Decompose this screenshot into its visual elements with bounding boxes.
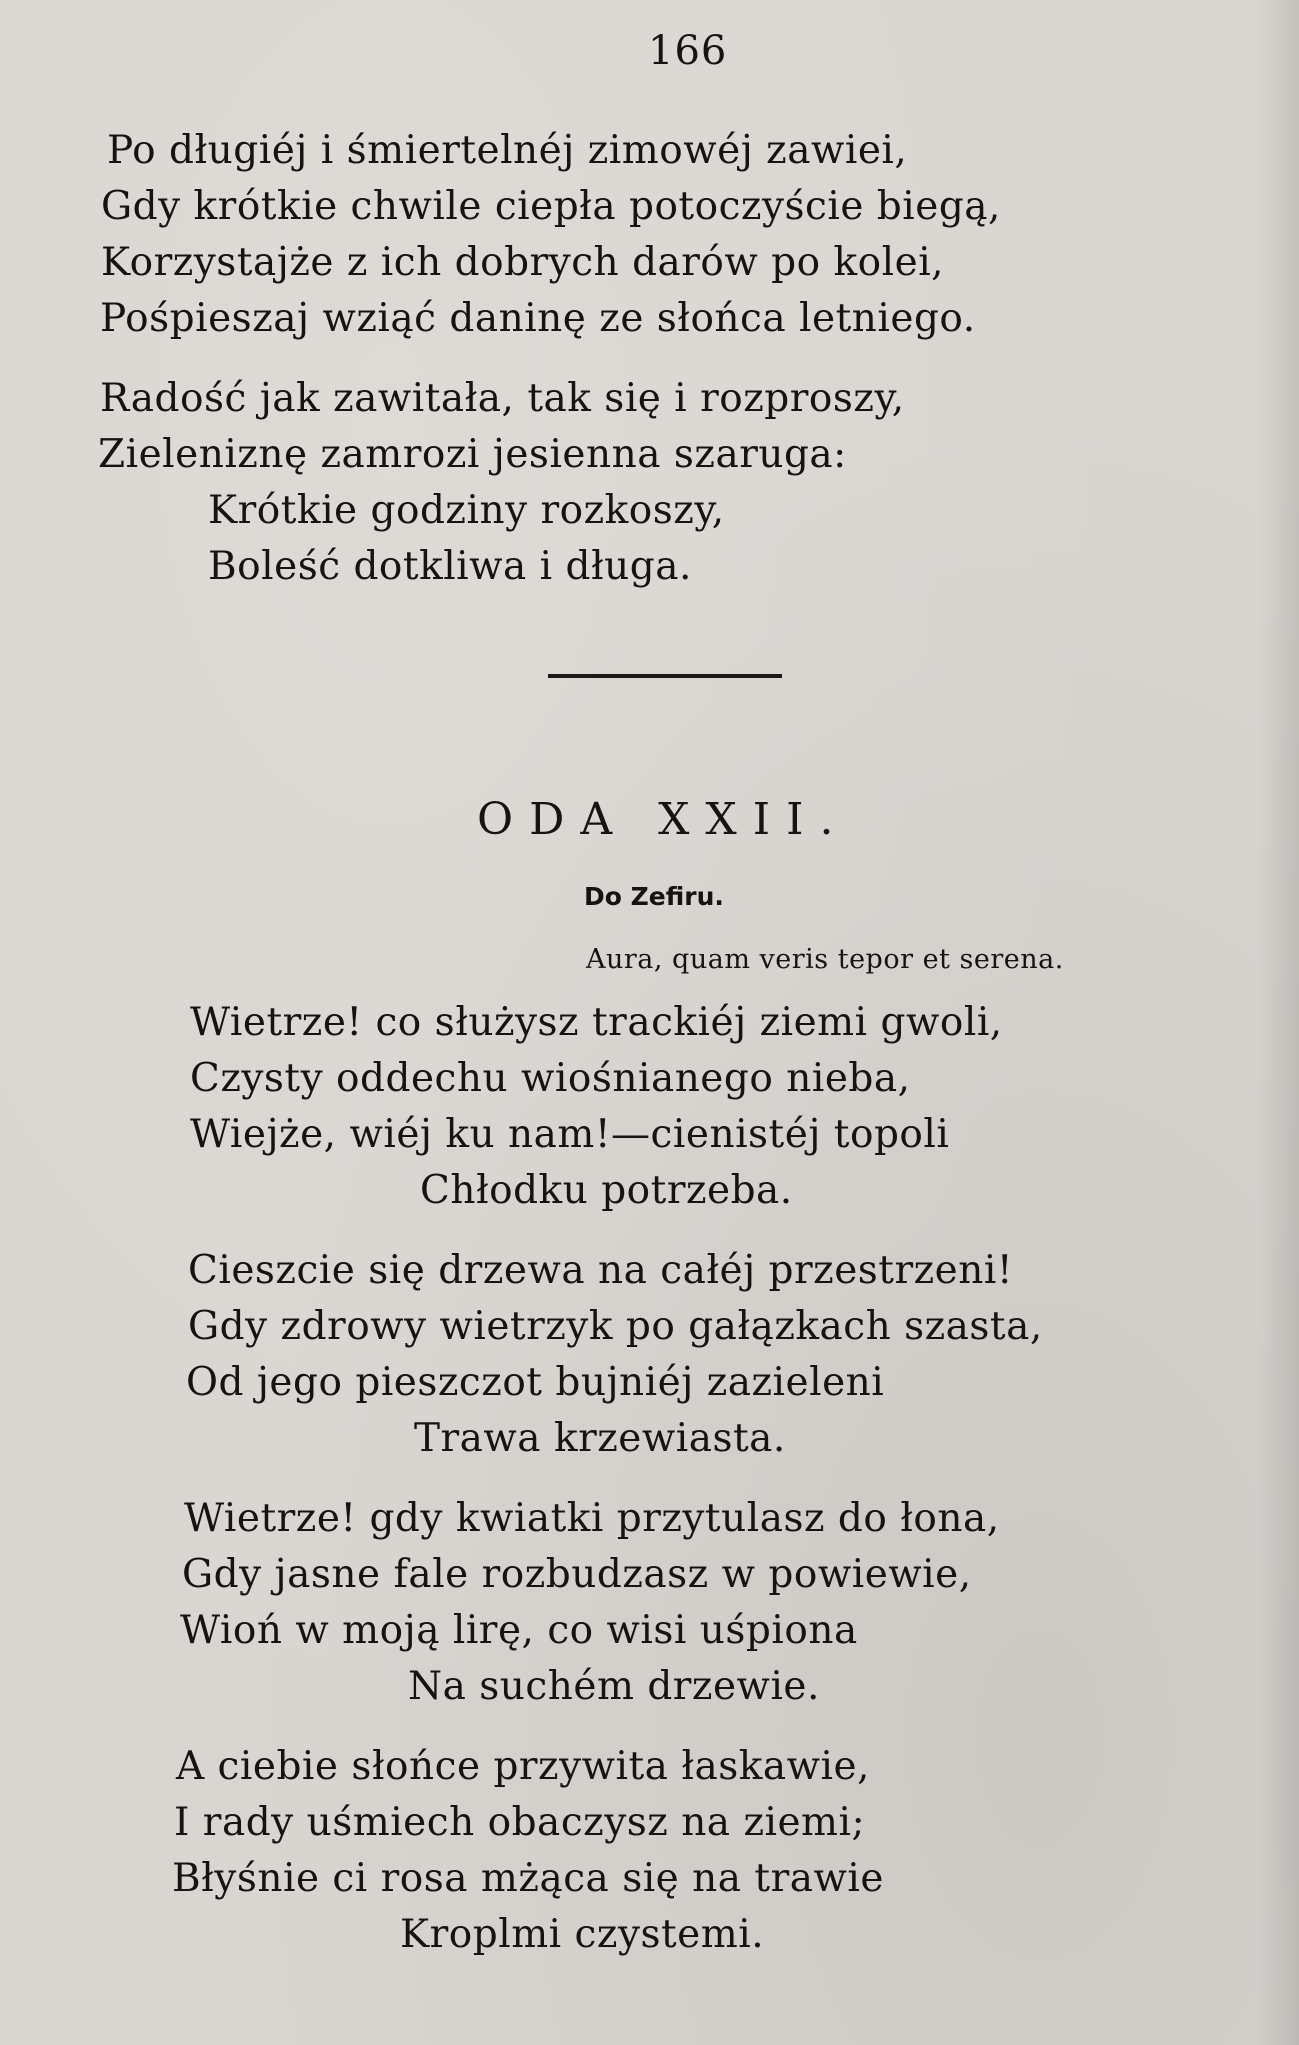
verse-line: Chłodku potrzeba. [420,1168,793,1213]
verse-line: Cieszcie się drzewa na całéj przestrzeni! [188,1248,1014,1293]
verse-line: Wietrze! co służysz trackiéj ziemi gwoli, [190,1000,1003,1045]
verse-line: A ciebie słońce przywita łaskawie, [176,1744,870,1789]
verse-line: Gdy jasne fale rozbudzasz w powiewie, [182,1552,972,1597]
ode-subtitle: Do Zefiru. [584,882,724,911]
verse-line: Kroplmi czystemi. [400,1912,765,1957]
page-edge-shadow [1259,0,1299,2045]
verse-line: Wietrze! gdy kwiatki przytulasz do łona, [184,1496,1000,1541]
verse-line: Po długiéj i śmiertelnéj zimowéj zawiei, [107,128,908,173]
verse-line: Wioń w moją lirę, co wisi uśpiona [180,1608,858,1653]
page-number: 166 [648,28,728,74]
ode-title: ODA XXII. [477,794,850,845]
verse-line: Błyśnie ci rosa mżąca się na trawie [172,1856,884,1901]
verse-line: Czysty oddechu wiośnianego nieba, [190,1056,911,1101]
verse-line: Boleść dotkliwa i długa. [208,544,692,589]
section-divider [548,674,782,678]
verse-line: Gdy zdrowy wietrzyk po gałązkach szasta, [188,1304,1043,1349]
verse-line: Na suchém drzewie. [408,1664,820,1709]
verse-line: Zieleniznę zamrozi jesienna szaruga: [98,432,847,477]
verse-line: Korzystajże z ich dobrych darów po kolei, [101,240,945,285]
verse-line: Od jego pieszczot bujniéj zazieleni [186,1360,885,1405]
verse-line: Pośpieszaj wziąć daninę ze słońca letniego. [100,296,976,341]
verse-line: Wiejże, wiéj ku nam!—cienistéj topoli [190,1112,950,1157]
verse-line: I rady uśmiech obaczysz na ziemi; [174,1800,866,1845]
verse-line: Gdy krótkie chwile ciepła potoczyście biegą, [101,184,1001,229]
verse-line: Radość jak zawitała, tak się i rozproszy, [100,376,905,421]
verse-line: Krótkie godziny rozkoszy, [208,488,725,533]
ode-epigraph: Aura, quam veris tepor et serena. [586,944,1064,975]
verse-line: Trawa krzewiasta. [414,1416,786,1461]
